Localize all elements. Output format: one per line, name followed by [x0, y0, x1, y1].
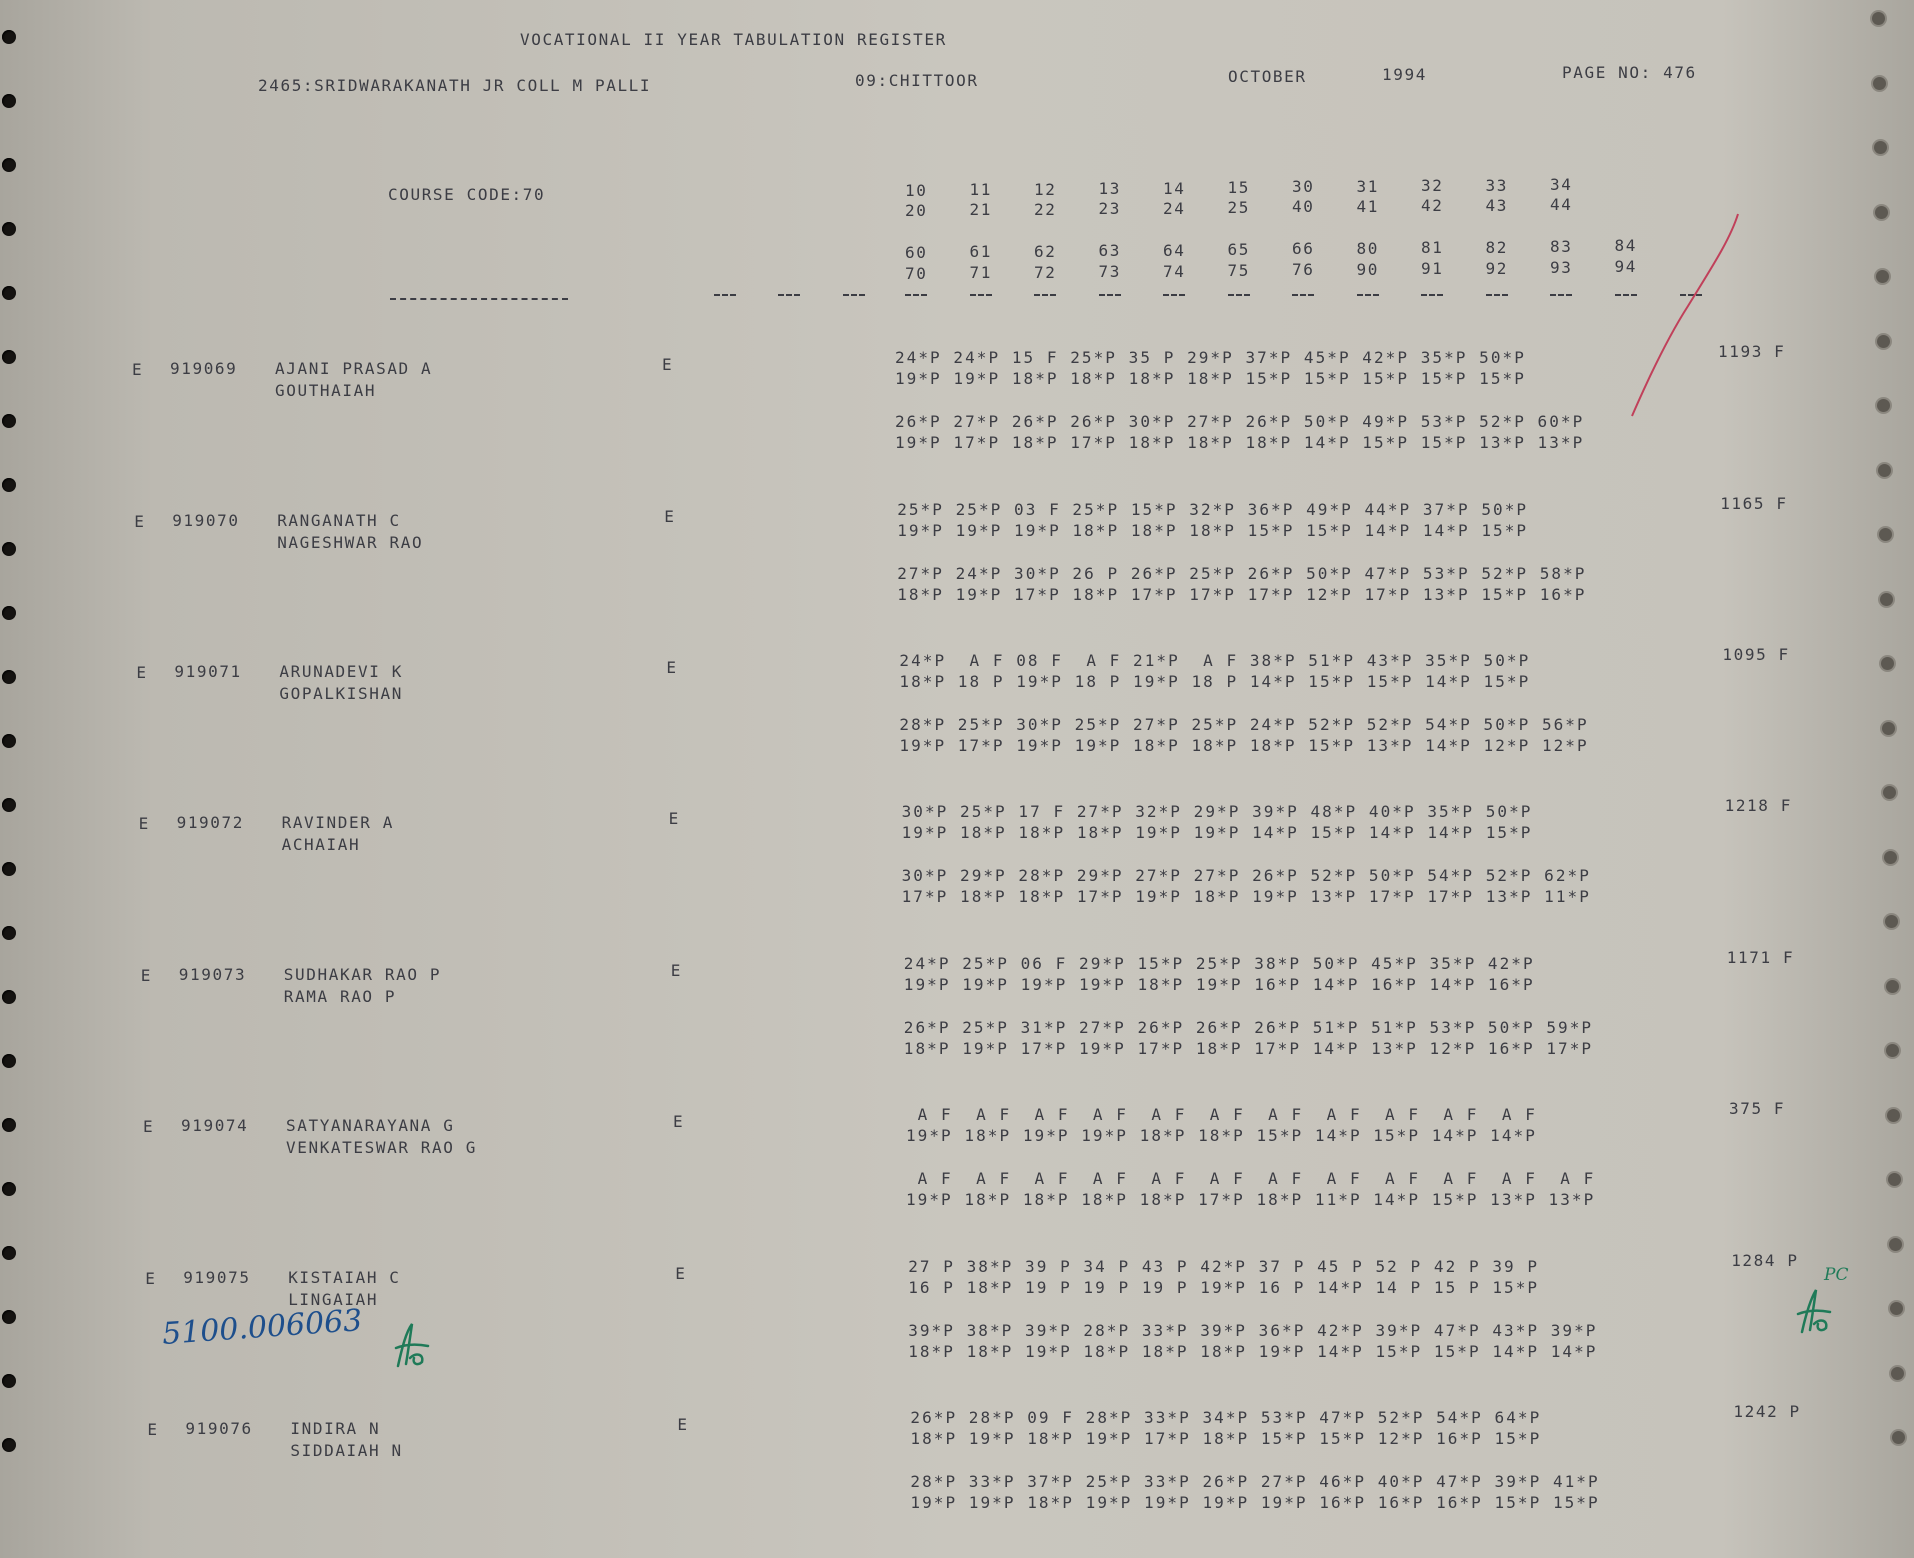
signature-initial-right — [1790, 1282, 1850, 1338]
feed-hole — [1886, 1044, 1899, 1057]
feed-hole — [1875, 206, 1888, 219]
marks-line-3: 27*P 24*P 30*P 26 P 26*P 25*P 26*P 50*P 47*P 53*P 52*P 58*P — [897, 564, 1587, 583]
subject-code: 24 — [1163, 198, 1186, 218]
subject-code: 63 — [1098, 241, 1121, 261]
student-name: KISTAIAH C — [288, 1268, 401, 1287]
total-marks: 1242 P — [1733, 1402, 1801, 1421]
feed-hole — [1891, 1367, 1904, 1380]
roll-number: 919070 — [172, 511, 240, 530]
column-dash — [1228, 294, 1250, 296]
marks-line-2: 19*P 18*P 19*P 19*P 18*P 18*P 15*P 14*P 15*P 14*P 14*P — [906, 1126, 1537, 1145]
medium-code: E — [664, 507, 676, 526]
feed-hole — [2, 990, 16, 1004]
feed-hole — [1885, 915, 1898, 928]
feed-hole — [2, 1374, 16, 1388]
subject-code: 15 — [1227, 178, 1250, 197]
feed-hole — [2, 926, 16, 940]
feed-hole — [1877, 399, 1890, 412]
feed-hole — [2, 670, 16, 684]
red-pen-mark — [1600, 210, 1750, 420]
exam-month: OCTOBER — [1228, 67, 1307, 86]
subject-code: 14 — [1163, 178, 1186, 198]
exam-year: 1994 — [1382, 65, 1427, 84]
father-name: SIDDAIAH N — [290, 1441, 403, 1460]
feed-hole — [1877, 335, 1890, 348]
marks-line-1: 24*P 24*P 15 F 25*P 35 P 29*P 37*P 45*P 42*P 35*P 50*P — [895, 348, 1526, 367]
column-dash — [970, 294, 992, 296]
course-code: COURSE CODE:70 — [388, 185, 546, 204]
college-name: 2465:SRIDWARAKANATH JR COLL M PALLI — [258, 76, 652, 95]
subject-code: 93 — [1550, 258, 1573, 277]
header-underline — [390, 298, 568, 300]
feed-hole — [2, 862, 16, 876]
medium-code: E — [666, 658, 678, 677]
feed-hole — [1887, 1109, 1900, 1122]
feed-hole — [2, 158, 16, 172]
roll-number: 919075 — [183, 1268, 251, 1287]
feed-hole — [1881, 657, 1894, 670]
father-name: ACHAIAH — [281, 835, 361, 854]
subject-code: 30 — [1292, 177, 1315, 197]
feed-hole — [1872, 12, 1885, 25]
subject-code: 65 — [1227, 240, 1250, 259]
student-flag: E — [145, 1269, 157, 1288]
column-dash — [843, 294, 865, 296]
marks-line-4: 18*P 19*P 17*P 19*P 17*P 18*P 17*P 14*P 13*P 12*P 16*P 17*P — [903, 1039, 1594, 1058]
feed-hole — [2, 414, 16, 428]
subject-code: 31 — [1356, 176, 1379, 196]
student-flag: E — [140, 966, 153, 985]
feed-hole — [2, 798, 16, 812]
subject-code: 71 — [969, 263, 992, 283]
student-flag: E — [132, 360, 144, 379]
total-marks: 1284 P — [1731, 1251, 1799, 1270]
feed-hole — [2, 1246, 16, 1260]
subject-code: 20 — [905, 201, 928, 220]
feed-hole — [2, 1310, 16, 1324]
column-dash — [1357, 294, 1379, 296]
marks-line-2: 18*P 19*P 18*P 19*P 17*P 18*P 15*P 15*P 12*P 16*P 15*P — [910, 1429, 1542, 1448]
total-marks: 1218 F — [1724, 796, 1792, 815]
feed-hole — [1873, 77, 1886, 90]
feed-hole — [1884, 851, 1897, 864]
handwritten-initials: PC — [1824, 1265, 1849, 1285]
subject-code: 91 — [1421, 259, 1444, 279]
father-name: LINGAIAH — [288, 1290, 379, 1309]
signature-initial-left — [388, 1318, 438, 1370]
feed-hole — [2, 1438, 16, 1452]
feed-hole — [1892, 1431, 1905, 1444]
subject-code: 75 — [1227, 261, 1250, 280]
marks-line-2: 19*P 19*P 18*P 18*P 18*P 18*P 15*P 15*P 15*P 15*P 15*P — [895, 369, 1526, 388]
subject-code: 94 — [1614, 257, 1637, 277]
student-name: SUDHAKAR RAO P — [283, 965, 442, 984]
subject-code: 82 — [1485, 237, 1508, 257]
marks-line-4: 19*P 19*P 18*P 19*P 19*P 19*P 19*P 16*P 16*P 16*P 15*P 15*P — [910, 1493, 1600, 1512]
subject-code: 76 — [1292, 260, 1315, 280]
father-name: NAGESHWAR RAO — [277, 533, 424, 552]
subject-code: 61 — [969, 242, 992, 262]
student-name: ARUNADEVI K — [279, 662, 403, 681]
student-name: SATYANARAYANA G — [286, 1116, 455, 1135]
column-dash — [778, 294, 800, 296]
total-marks: 1165 F — [1720, 494, 1788, 513]
feed-hole — [2, 606, 16, 620]
column-dash — [1099, 294, 1121, 296]
subject-code: 74 — [1163, 261, 1186, 281]
total-marks: 1193 F — [1718, 342, 1786, 361]
feed-hole — [2, 30, 16, 44]
subject-code: 25 — [1227, 198, 1250, 217]
subject-code: 73 — [1098, 262, 1121, 282]
marks-line-3: 39*P 38*P 39*P 28*P 33*P 39*P 36*P 42*P 39*P 47*P 43*P 39*P — [908, 1321, 1598, 1340]
feed-hole — [1879, 528, 1892, 541]
father-name: RAMA RAO P — [283, 987, 397, 1006]
medium-code: E — [668, 809, 680, 828]
marks-line-4: 18*P 19*P 17*P 18*P 17*P 17*P 17*P 12*P 17*P 13*P 15*P 16*P — [897, 585, 1587, 604]
marks-line-3: 28*P 33*P 37*P 25*P 33*P 26*P 27*P 46*P 40*P 47*P 39*P 41*P — [910, 1472, 1600, 1491]
column-dash — [1486, 294, 1508, 296]
subject-code: 33 — [1485, 175, 1508, 195]
marks-line-4: 18*P 18*P 19*P 18*P 18*P 18*P 19*P 14*P 15*P 15*P 14*P 14*P — [908, 1342, 1598, 1361]
medium-code: E — [670, 961, 683, 980]
feed-hole — [2, 94, 16, 108]
feed-hole — [1888, 1173, 1901, 1186]
subject-code: 92 — [1485, 258, 1508, 278]
student-name: RANGANATH C — [277, 511, 401, 530]
roll-number: 919073 — [178, 965, 247, 984]
feed-hole — [1878, 464, 1891, 477]
feed-hole — [2, 478, 16, 492]
feed-hole — [1890, 1302, 1903, 1315]
marks-line-3: A F A F A F A F A F A F A F A F A F A F A F A F — [906, 1169, 1596, 1188]
subject-code: 90 — [1356, 259, 1379, 279]
subject-code: 72 — [1034, 262, 1057, 282]
marks-line-1: 24*P 25*P 06 F 29*P 15*P 25*P 38*P 50*P 45*P 35*P 42*P — [903, 954, 1535, 973]
district-name: 09:CHITTOOR — [855, 71, 979, 90]
feed-hole — [1889, 1238, 1902, 1251]
marks-line-2: 19*P 19*P 19*P 19*P 18*P 19*P 16*P 14*P 16*P 14*P 16*P — [903, 975, 1535, 994]
subject-code: 62 — [1034, 241, 1057, 261]
column-dash — [1034, 294, 1056, 296]
subject-code: 10 — [905, 181, 928, 200]
student-name: RAVINDER A — [281, 813, 394, 832]
subject-code: 42 — [1421, 196, 1444, 216]
subject-code: 44 — [1550, 195, 1573, 214]
roll-number: 919072 — [176, 813, 244, 832]
marks-line-2: 19*P 19*P 19*P 18*P 18*P 18*P 15*P 15*P 14*P 14*P 15*P — [897, 521, 1529, 540]
marks-line-1: 30*P 25*P 17 F 27*P 32*P 29*P 39*P 48*P 40*P 35*P 50*P — [901, 802, 1533, 821]
marks-line-1: 25*P 25*P 03 F 25*P 15*P 32*P 36*P 49*P 44*P 37*P 50*P — [897, 500, 1529, 519]
subject-code: 66 — [1292, 239, 1315, 259]
medium-code: E — [662, 355, 674, 374]
marks-line-4: 19*P 18*P 18*P 18*P 18*P 17*P 18*P 11*P 14*P 15*P 13*P 13*P — [906, 1190, 1596, 1209]
marks-line-1: 27 P 38*P 39 P 34 P 43 P 42*P 37 P 45 P 52 P 42 P 39 P — [908, 1257, 1540, 1276]
feed-hole — [2, 1054, 16, 1068]
roll-number: 919076 — [185, 1419, 253, 1438]
subject-code: 34 — [1550, 175, 1573, 194]
marks-line-1: 24*P A F 08 F A F 21*P A F 38*P 51*P 43*P 35*P 50*P — [899, 651, 1531, 670]
feed-hole — [2, 222, 16, 236]
feed-hole — [2, 1182, 16, 1196]
student-flag: E — [143, 1117, 155, 1136]
feed-hole — [1882, 722, 1895, 735]
marks-line-4: 17*P 18*P 18*P 17*P 19*P 18*P 19*P 13*P 17*P 17*P 13*P 11*P — [901, 887, 1591, 906]
subject-code: 64 — [1163, 240, 1186, 260]
feed-hole — [1883, 786, 1896, 799]
subject-code: 22 — [1034, 199, 1057, 219]
student-flag: E — [136, 663, 148, 682]
column-dash — [1550, 294, 1572, 296]
student-flag: E — [138, 814, 150, 833]
column-dash — [714, 294, 736, 296]
feed-hole — [1880, 593, 1893, 606]
feed-hole — [2, 542, 16, 556]
marks-line-2: 19*P 18*P 18*P 18*P 19*P 19*P 14*P 15*P 14*P 14*P 15*P — [901, 823, 1533, 842]
feed-hole — [1874, 141, 1887, 154]
feed-hole — [1876, 270, 1889, 283]
subject-code: 41 — [1356, 196, 1379, 216]
student-name: AJANI PRASAD A — [275, 359, 433, 378]
feed-hole — [2, 1118, 16, 1132]
total-marks: 1095 F — [1722, 645, 1790, 664]
subject-code: 32 — [1421, 176, 1444, 196]
student-flag: E — [134, 512, 146, 531]
feed-hole — [2, 734, 16, 748]
father-name: VENKATESWAR RAO G — [286, 1138, 477, 1157]
subject-code: 23 — [1098, 199, 1121, 219]
column-dash — [1292, 294, 1314, 296]
student-flag: E — [147, 1420, 159, 1439]
subject-code: 81 — [1421, 238, 1444, 258]
marks-line-3: 26*P 27*P 26*P 26*P 30*P 27*P 26*P 50*P 49*P 53*P 52*P 60*P — [895, 412, 1585, 431]
roll-number: 919074 — [181, 1116, 249, 1135]
medium-code: E — [675, 1264, 687, 1283]
marks-line-1: A F A F A F A F A F A F A F A F A F A F A F — [906, 1105, 1537, 1124]
subject-code: 13 — [1098, 179, 1121, 199]
subject-code: 70 — [905, 264, 928, 283]
feed-hole — [2, 286, 16, 300]
register-title: VOCATIONAL II YEAR TABULATION REGISTER — [520, 30, 947, 49]
subject-code: 12 — [1034, 179, 1057, 199]
feed-hole — [2, 350, 16, 364]
subject-code: 40 — [1292, 197, 1315, 217]
marks-line-1: 26*P 28*P 09 F 28*P 33*P 34*P 53*P 47*P 52*P 54*P 64*P — [910, 1408, 1542, 1427]
column-dash — [1421, 294, 1443, 296]
total-marks: 375 F — [1729, 1099, 1786, 1118]
subject-code: 84 — [1614, 236, 1637, 256]
marks-line-4: 19*P 17*P 18*P 17*P 18*P 18*P 18*P 14*P 15*P 15*P 13*P 13*P — [895, 433, 1585, 452]
roll-number: 919069 — [170, 359, 238, 378]
column-dash — [1163, 294, 1185, 296]
marks-line-2: 18*P 18 P 19*P 18 P 19*P 18 P 14*P 15*P 15*P 14*P 15*P — [899, 672, 1531, 691]
roll-number: 919071 — [174, 662, 242, 681]
subject-code: 60 — [905, 243, 928, 262]
medium-code: E — [673, 1112, 685, 1131]
marks-line-3: 26*P 25*P 31*P 27*P 26*P 26*P 26*P 51*P 51*P 53*P 50*P 59*P — [903, 1018, 1594, 1037]
marks-line-2: 16 P 18*P 19 P 19 P 19 P 19*P 16 P 14*P 14 P 15 P 15*P — [908, 1278, 1540, 1297]
father-name: GOUTHAIAH — [275, 381, 377, 400]
marks-line-4: 19*P 17*P 19*P 19*P 18*P 18*P 18*P 15*P 13*P 14*P 12*P 12*P — [899, 736, 1589, 755]
page-number: PAGE NO: 476 — [1562, 63, 1697, 82]
father-name: GOPALKISHAN — [279, 684, 403, 703]
subject-code: 83 — [1550, 237, 1573, 256]
marks-line-3: 30*P 29*P 28*P 29*P 27*P 27*P 26*P 52*P 50*P 54*P 52*P 62*P — [901, 866, 1591, 885]
handwritten-number: 5100.006063 — [161, 1303, 364, 1352]
total-marks: 1171 F — [1726, 948, 1795, 967]
subject-code: 21 — [969, 200, 992, 220]
subject-code: 11 — [969, 180, 992, 200]
medium-code: E — [677, 1415, 689, 1434]
marks-line-3: 28*P 25*P 30*P 25*P 27*P 25*P 24*P 52*P 52*P 54*P 50*P 56*P — [899, 715, 1589, 734]
subject-code: 43 — [1485, 195, 1508, 215]
feed-hole — [1886, 980, 1899, 993]
student-name: INDIRA N — [290, 1419, 381, 1438]
subject-code: 80 — [1356, 238, 1379, 258]
column-dash — [905, 294, 927, 296]
